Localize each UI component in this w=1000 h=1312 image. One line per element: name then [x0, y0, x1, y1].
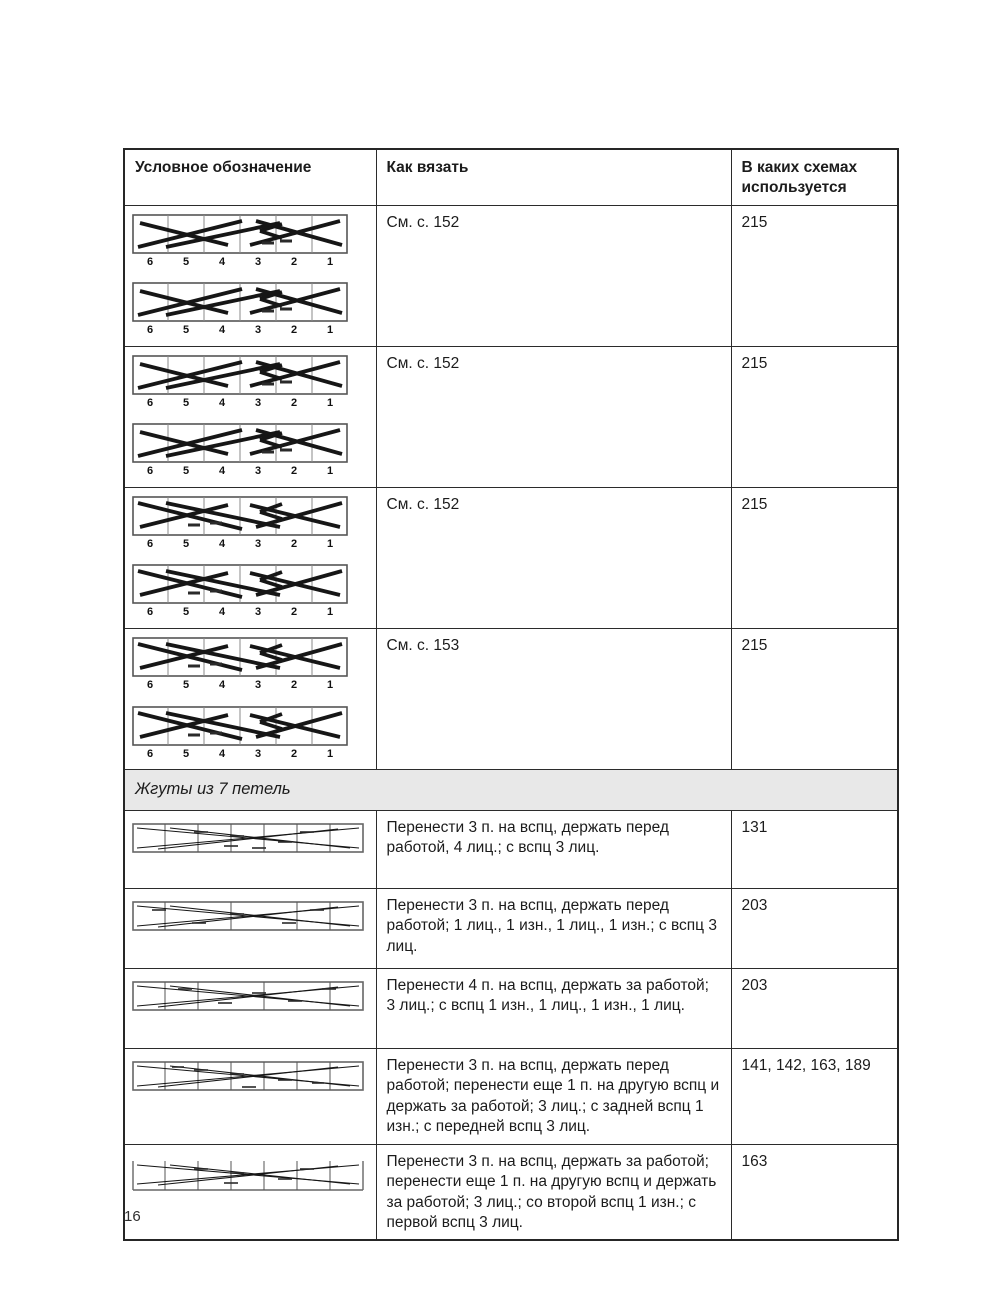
stitch-number: 5 — [182, 679, 190, 691]
cable-6st-a-icon — [132, 423, 348, 463]
stitch-number: 2 — [290, 606, 298, 619]
cable-chart — [132, 355, 370, 411]
stitch-number: 3 — [254, 537, 262, 550]
section-header-row — [124, 770, 898, 811]
table-row — [124, 810, 898, 888]
symbol-cell — [124, 888, 376, 968]
cable-chart — [132, 423, 370, 479]
stitch-number: 4 — [218, 324, 226, 337]
cable-6st-b-icon — [132, 496, 348, 536]
stitch-number: 5 — [182, 747, 190, 760]
stitch-number-ticks — [132, 678, 348, 693]
stitch-number: 2 — [290, 679, 298, 691]
stitch-number: 5 — [182, 606, 190, 619]
cable-chart — [132, 1061, 370, 1091]
stitch-number: 1 — [326, 255, 334, 268]
stitch-number: 5 — [182, 255, 190, 268]
table-row — [124, 487, 898, 628]
symbol-cell — [124, 1144, 376, 1240]
table-row — [124, 205, 898, 346]
page-number: 16 — [124, 1208, 141, 1225]
table-header-row — [124, 149, 898, 205]
how-to-knit-cell: См. с. 152 — [376, 346, 731, 487]
cable-6st-b-icon — [132, 706, 348, 746]
schemes-cell: 141, 142, 163, 189 — [731, 1048, 898, 1144]
stitch-number: 1 — [326, 465, 334, 478]
cable-chart — [132, 637, 370, 693]
stitch-number: 2 — [290, 396, 298, 409]
stitch-number: 3 — [254, 606, 262, 619]
cable-6st-a-icon — [132, 282, 348, 322]
stitch-number: 4 — [218, 396, 226, 409]
stitch-number: 1 — [326, 606, 334, 619]
stitch-number: 6 — [146, 324, 154, 337]
cable-7st-a-icon — [132, 823, 364, 853]
stitch-number: 1 — [326, 747, 334, 760]
cable-6st-a-icon — [132, 214, 348, 254]
table-row — [124, 1048, 898, 1144]
stitch-number-ticks — [132, 255, 348, 270]
stitch-number: 1 — [326, 396, 334, 409]
stitch-number: 4 — [218, 606, 226, 619]
cable-7st-e-icon — [132, 1157, 364, 1191]
stitch-number: 1 — [326, 537, 334, 550]
how-to-knit-cell: Перенести 4 п. на вспц, держать за работой; 3 лиц.; с вспц 1 изн., 1 лиц., 1 изн., 1 лиц. — [376, 968, 731, 1048]
schemes-cell: 215 — [731, 346, 898, 487]
schemes-cell: 131 — [731, 810, 898, 888]
schemes-cell: 215 — [731, 487, 898, 628]
symbol-cell — [124, 487, 376, 628]
stitch-number: 3 — [254, 747, 262, 760]
stitch-number: 4 — [218, 679, 226, 691]
how-to-knit-cell: См. с. 152 — [376, 205, 731, 346]
how-to-knit-cell: См. с. 153 — [376, 629, 731, 770]
cable-7st-b-icon — [132, 901, 364, 931]
cable-chart — [132, 282, 370, 338]
stitch-number: 3 — [254, 679, 262, 691]
stitch-number: 5 — [182, 396, 190, 409]
stitch-number-ticks — [132, 605, 348, 620]
how-to-knit-cell: Перенести 3 п. на вспц, держать перед работой, 4 лиц.; с вспц 3 лиц. — [376, 810, 731, 888]
stitch-number: 5 — [182, 324, 190, 337]
cable-chart — [132, 823, 370, 853]
schemes-cell: 163 — [731, 1144, 898, 1240]
stitch-number: 4 — [218, 537, 226, 550]
cable-chart — [132, 706, 370, 762]
stitch-number-ticks — [132, 747, 348, 762]
stitch-number: 6 — [146, 747, 154, 760]
schemes-cell: 215 — [731, 205, 898, 346]
cable-7st-c-icon — [132, 981, 364, 1011]
stitch-number-ticks — [132, 464, 348, 479]
stitch-number: 4 — [218, 465, 226, 478]
symbol-cell — [124, 810, 376, 888]
cable-chart — [132, 1157, 370, 1191]
stitch-number: 3 — [254, 465, 262, 478]
cable-6st-a-icon — [132, 355, 348, 395]
stitch-number: 5 — [182, 537, 190, 550]
stitch-number: 3 — [254, 324, 262, 337]
section-header-cell: Жгуты из 7 петель — [124, 770, 898, 811]
stitch-number: 2 — [290, 255, 298, 268]
stitch-number-ticks — [132, 537, 348, 552]
how-to-knit-cell: Перенести 3 п. на вспц, держать перед работой; 1 лиц., 1 изн., 1 лиц., 1 изн.; с вспц 3 лиц. — [376, 888, 731, 968]
stitch-number: 2 — [290, 324, 298, 337]
schemes-cell: 215 — [731, 629, 898, 770]
how-to-knit-cell: См. с. 152 — [376, 487, 731, 628]
cable-7st-d-icon — [132, 1061, 364, 1091]
stitch-number: 3 — [254, 396, 262, 409]
stitch-number: 5 — [182, 465, 190, 478]
how-to-knit-cell: Перенести 3 п. на вспц, держать за работой; перенести еще 1 п. на другую вспц и держать за работой; 3 лиц.; со второй вспц 1 изн.; с первой вспц 3 лиц. — [376, 1144, 731, 1240]
header-symbol-column: Условное обозначение — [124, 149, 376, 205]
stitch-number: 6 — [146, 465, 154, 478]
schemes-cell: 203 — [731, 888, 898, 968]
cable-chart — [132, 981, 370, 1011]
stitch-number: 2 — [290, 465, 298, 478]
stitch-number: 3 — [254, 255, 262, 268]
cable-6st-b-icon — [132, 564, 348, 604]
header-schemes-column: В каких схемах используется — [731, 149, 898, 205]
stitch-number-ticks — [132, 396, 348, 411]
cable-chart — [132, 496, 370, 552]
stitch-number: 6 — [146, 606, 154, 619]
table-row — [124, 629, 898, 770]
stitch-number: 6 — [146, 396, 154, 409]
knitting-symbols-table — [123, 148, 899, 1241]
how-to-knit-cell: Перенести 3 п. на вспц, держать перед работой; перенести еще 1 п. на другую вспц и держать за работой; 3 лиц.; с задней вспц 1 изн.; с передней вспц 3 лиц. — [376, 1048, 731, 1144]
stitch-number: 4 — [218, 747, 226, 760]
stitch-number: 6 — [146, 255, 154, 268]
cable-chart — [132, 901, 370, 931]
stitch-number: 2 — [290, 747, 298, 760]
stitch-number: 1 — [326, 679, 334, 691]
stitch-number: 2 — [290, 537, 298, 550]
header-how-to-knit-column: Как вязать — [376, 149, 731, 205]
table-row — [124, 968, 898, 1048]
stitch-number: 1 — [326, 324, 334, 337]
symbol-cell — [124, 205, 376, 346]
symbol-cell — [124, 968, 376, 1048]
table-row — [124, 888, 898, 968]
schemes-cell: 203 — [731, 968, 898, 1048]
table-row — [124, 346, 898, 487]
cable-chart — [132, 214, 370, 270]
cable-chart — [132, 564, 370, 620]
stitch-number: 6 — [146, 679, 154, 691]
symbol-cell — [124, 1048, 376, 1144]
symbol-cell — [124, 629, 376, 770]
cable-6st-b-icon — [132, 637, 348, 677]
table-row — [124, 1144, 898, 1240]
stitch-number-ticks — [132, 323, 348, 338]
symbol-cell — [124, 346, 376, 487]
stitch-number: 6 — [146, 537, 154, 550]
stitch-number: 4 — [218, 255, 226, 268]
